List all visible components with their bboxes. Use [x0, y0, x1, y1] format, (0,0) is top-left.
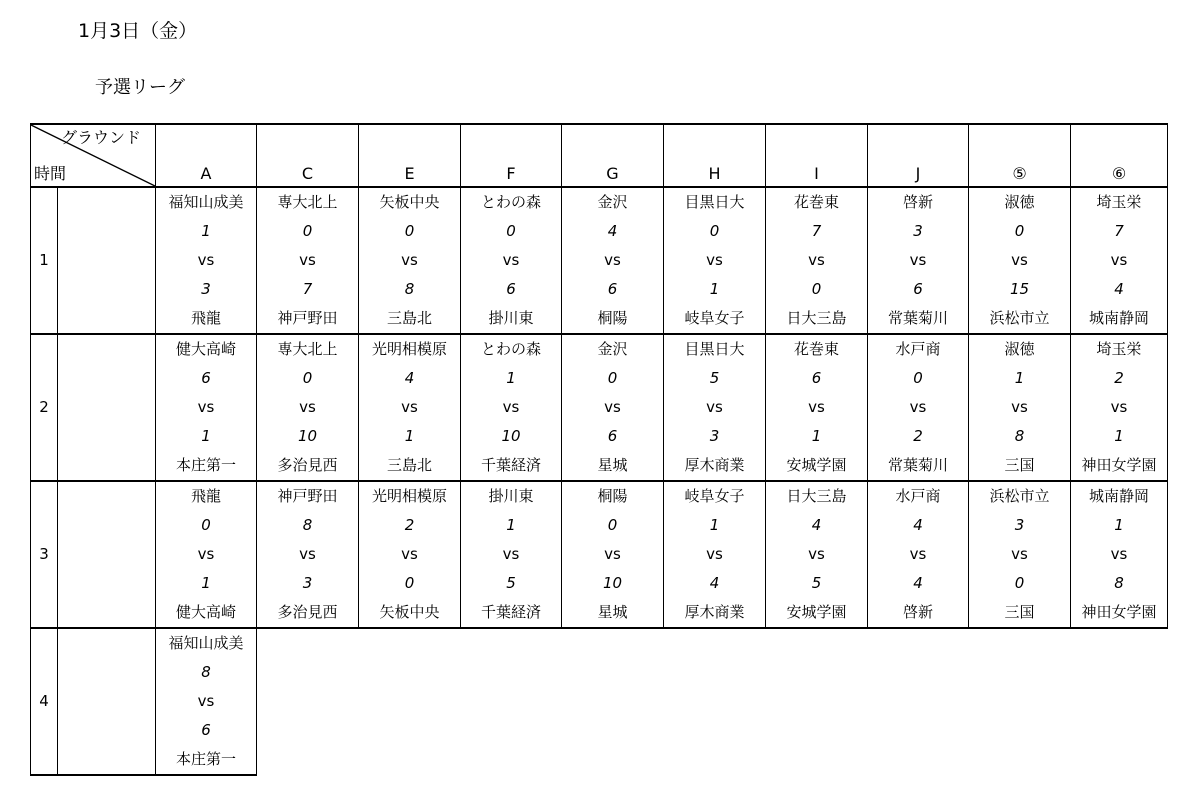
away-team: 三国 [969, 451, 1071, 481]
time-slot-label: 4 [31, 628, 58, 775]
away-score: 3 [156, 275, 257, 304]
vs-label: vs [969, 246, 1071, 275]
away-score: 1 [156, 569, 257, 598]
slot-1-line-3 [31, 275, 1168, 304]
vs-label: vs [766, 540, 868, 569]
away-team: 矢板中央 [359, 598, 461, 628]
empty-cell [461, 745, 562, 775]
away-score: 0 [359, 569, 461, 598]
away-score: 0 [969, 569, 1071, 598]
away-score: 10 [461, 422, 562, 451]
ground-header-2: E [359, 124, 461, 187]
vs-label: vs [257, 540, 359, 569]
away-team: 千葉経済 [461, 451, 562, 481]
vs-label: vs [969, 393, 1071, 422]
time-slot-blank [58, 334, 156, 481]
home-score: 0 [461, 217, 562, 246]
slot-3-line-0 [31, 481, 1168, 511]
home-team: 飛龍 [156, 481, 257, 511]
ground-header-6: I [766, 124, 868, 187]
home-score: 8 [257, 511, 359, 540]
empty-cell [359, 687, 461, 716]
ground-header-8: ⑤ [969, 124, 1071, 187]
empty-cell [868, 745, 969, 775]
home-score: 3 [868, 217, 969, 246]
home-score: 2 [359, 511, 461, 540]
away-team: 啓新 [868, 598, 969, 628]
vs-label: vs [156, 687, 257, 716]
header-corner-cell [31, 124, 156, 187]
empty-cell [562, 658, 664, 687]
home-score: 7 [1071, 217, 1168, 246]
slot-3-line-2 [31, 540, 1168, 569]
vs-label: vs [664, 246, 766, 275]
away-team: 健大高崎 [156, 598, 257, 628]
home-score: 1 [156, 217, 257, 246]
away-score: 6 [868, 275, 969, 304]
home-score: 0 [868, 364, 969, 393]
away-score: 7 [257, 275, 359, 304]
home-team: 花巻東 [766, 334, 868, 364]
empty-cell [461, 716, 562, 745]
away-score: 10 [562, 569, 664, 598]
vs-label: vs [156, 540, 257, 569]
empty-cell [868, 658, 969, 687]
empty-cell [868, 716, 969, 745]
home-team: 埼玉栄 [1071, 334, 1168, 364]
empty-cell [969, 716, 1071, 745]
home-team: 金沢 [562, 187, 664, 217]
home-team: 矢板中央 [359, 187, 461, 217]
vs-label: vs [766, 393, 868, 422]
empty-cell [868, 687, 969, 716]
ground-header-1: C [257, 124, 359, 187]
home-score: 3 [969, 511, 1071, 540]
vs-label: vs [1071, 540, 1168, 569]
home-team: 浜松市立 [969, 481, 1071, 511]
away-team: 多治見西 [257, 451, 359, 481]
empty-cell [562, 628, 664, 658]
time-slot-label: 2 [31, 334, 58, 481]
home-team: 花巻東 [766, 187, 868, 217]
empty-cell [1071, 628, 1168, 658]
home-team: 光明相模原 [359, 334, 461, 364]
slot-2-line-2 [31, 393, 1168, 422]
home-score: 0 [562, 511, 664, 540]
ground-header-5: H [664, 124, 766, 187]
empty-cell [257, 687, 359, 716]
away-score: 5 [766, 569, 868, 598]
vs-label: vs [664, 393, 766, 422]
home-team: 専大北上 [257, 187, 359, 217]
vs-label: vs [359, 393, 461, 422]
slot-3-line-3 [31, 569, 1168, 598]
home-score: 4 [562, 217, 664, 246]
time-slot-label: 1 [31, 187, 58, 334]
away-score: 1 [664, 275, 766, 304]
home-score: 5 [664, 364, 766, 393]
away-team: 常葉菊川 [868, 451, 969, 481]
away-team: 城南静岡 [1071, 304, 1168, 334]
vs-label: vs [562, 540, 664, 569]
home-team: 金沢 [562, 334, 664, 364]
ground-header-4: G [562, 124, 664, 187]
home-score: 1 [461, 511, 562, 540]
away-team: 掛川東 [461, 304, 562, 334]
empty-cell [969, 745, 1071, 775]
home-team: とわの森 [461, 187, 562, 217]
away-team: 神田女学園 [1071, 598, 1168, 628]
away-team: 三島北 [359, 451, 461, 481]
home-team: 水戸商 [868, 481, 969, 511]
away-team: 星城 [562, 598, 664, 628]
empty-cell [562, 745, 664, 775]
away-score: 1 [156, 422, 257, 451]
vs-label: vs [257, 393, 359, 422]
slot-4-line-4 [31, 745, 1168, 775]
empty-cell [664, 658, 766, 687]
time-slot-blank [58, 187, 156, 334]
empty-cell [562, 687, 664, 716]
empty-cell [766, 716, 868, 745]
slot-2-line-0 [31, 334, 1168, 364]
home-score: 0 [257, 364, 359, 393]
empty-cell [1071, 716, 1168, 745]
slot-1-line-0 [31, 187, 1168, 217]
home-score: 1 [1071, 511, 1168, 540]
empty-cell [969, 658, 1071, 687]
away-team: 千葉経済 [461, 598, 562, 628]
ground-header-9: ⑥ [1071, 124, 1168, 187]
home-team: 城南静岡 [1071, 481, 1168, 511]
away-score: 4 [1071, 275, 1168, 304]
slot-2-line-3 [31, 422, 1168, 451]
home-team: 水戸商 [868, 334, 969, 364]
away-score: 1 [766, 422, 868, 451]
time-slot-blank [58, 628, 156, 775]
away-score: 10 [257, 422, 359, 451]
home-score: 0 [969, 217, 1071, 246]
empty-cell [461, 687, 562, 716]
away-team: 厚木商業 [664, 451, 766, 481]
away-score: 15 [969, 275, 1071, 304]
time-slot-label: 3 [31, 481, 58, 628]
away-team: 本庄第一 [156, 745, 257, 775]
away-score: 2 [868, 422, 969, 451]
empty-cell [969, 687, 1071, 716]
schedule-table [30, 123, 1168, 776]
empty-cell [766, 687, 868, 716]
header-row [31, 124, 1168, 187]
away-score: 6 [562, 422, 664, 451]
home-team: 淑徳 [969, 334, 1071, 364]
page-title: 予選リーグ [95, 77, 185, 98]
empty-cell [1071, 687, 1168, 716]
home-score: 1 [461, 364, 562, 393]
ground-header-label: グラウンド [60, 128, 141, 147]
slot-2-line-4 [31, 451, 1168, 481]
empty-cell [969, 628, 1071, 658]
home-score: 2 [1071, 364, 1168, 393]
slot-1-line-2 [31, 246, 1168, 275]
empty-cell [257, 716, 359, 745]
away-score: 6 [461, 275, 562, 304]
home-team: 専大北上 [257, 334, 359, 364]
empty-cell [359, 745, 461, 775]
vs-label: vs [969, 540, 1071, 569]
slot-3-line-4 [31, 598, 1168, 628]
away-score: 3 [664, 422, 766, 451]
away-score: 4 [664, 569, 766, 598]
empty-cell [359, 658, 461, 687]
vs-label: vs [156, 246, 257, 275]
empty-cell [766, 745, 868, 775]
home-score: 6 [766, 364, 868, 393]
empty-cell [1071, 658, 1168, 687]
vs-label: vs [562, 246, 664, 275]
slot-4-line-3 [31, 716, 1168, 745]
home-score: 0 [156, 511, 257, 540]
away-score: 1 [359, 422, 461, 451]
home-team: 目黒日大 [664, 187, 766, 217]
empty-cell [766, 658, 868, 687]
home-score: 0 [664, 217, 766, 246]
vs-label: vs [156, 393, 257, 422]
away-team: 岐阜女子 [664, 304, 766, 334]
home-team: 淑徳 [969, 187, 1071, 217]
empty-cell [664, 716, 766, 745]
home-team: とわの森 [461, 334, 562, 364]
away-team: 桐陽 [562, 304, 664, 334]
vs-label: vs [461, 246, 562, 275]
empty-cell [562, 716, 664, 745]
vs-label: vs [766, 246, 868, 275]
home-team: 啓新 [868, 187, 969, 217]
away-team: 本庄第一 [156, 451, 257, 481]
home-score: 1 [664, 511, 766, 540]
away-team: 三国 [969, 598, 1071, 628]
vs-label: vs [868, 246, 969, 275]
away-score: 6 [562, 275, 664, 304]
away-score: 4 [868, 569, 969, 598]
away-team: 安城学園 [766, 451, 868, 481]
home-team: 埼玉栄 [1071, 187, 1168, 217]
empty-cell [257, 745, 359, 775]
home-score: 0 [562, 364, 664, 393]
away-team: 三島北 [359, 304, 461, 334]
time-slot-blank [58, 481, 156, 628]
vs-label: vs [562, 393, 664, 422]
slot-1-line-1 [31, 217, 1168, 246]
empty-cell [257, 658, 359, 687]
slot-2-line-1 [31, 364, 1168, 393]
home-score: 6 [156, 364, 257, 393]
away-score: 6 [156, 716, 257, 745]
home-score: 4 [359, 364, 461, 393]
ground-header-3: F [461, 124, 562, 187]
home-score: 4 [766, 511, 868, 540]
home-score: 8 [156, 658, 257, 687]
empty-cell [664, 745, 766, 775]
empty-cell [359, 716, 461, 745]
vs-label: vs [359, 540, 461, 569]
empty-cell [664, 628, 766, 658]
time-header-label: 時間 [34, 164, 67, 183]
away-score: 3 [257, 569, 359, 598]
vs-label: vs [1071, 246, 1168, 275]
home-team: 健大高崎 [156, 334, 257, 364]
slot-4-line-0 [31, 628, 1168, 658]
slot-1-line-4 [31, 304, 1168, 334]
vs-label: vs [868, 540, 969, 569]
vs-label: vs [664, 540, 766, 569]
page-date: 1月3日（金） [78, 20, 198, 42]
away-score: 0 [766, 275, 868, 304]
away-team: 厚木商業 [664, 598, 766, 628]
home-team: 目黒日大 [664, 334, 766, 364]
home-team: 光明相模原 [359, 481, 461, 511]
slot-3-line-1 [31, 511, 1168, 540]
ground-header-0: A [156, 124, 257, 187]
vs-label: vs [257, 246, 359, 275]
home-team: 福知山成美 [156, 628, 257, 658]
ground-header-7: J [868, 124, 969, 187]
away-score: 1 [1071, 422, 1168, 451]
home-team: 掛川東 [461, 481, 562, 511]
empty-cell [257, 628, 359, 658]
home-score: 4 [868, 511, 969, 540]
empty-cell [461, 658, 562, 687]
away-team: 安城学園 [766, 598, 868, 628]
away-team: 星城 [562, 451, 664, 481]
home-score: 7 [766, 217, 868, 246]
empty-cell [664, 687, 766, 716]
empty-cell [359, 628, 461, 658]
empty-cell [1071, 745, 1168, 775]
slot-4-line-2 [31, 687, 1168, 716]
vs-label: vs [461, 393, 562, 422]
empty-cell [461, 628, 562, 658]
home-score: 0 [359, 217, 461, 246]
away-team: 常葉菊川 [868, 304, 969, 334]
away-team: 浜松市立 [969, 304, 1071, 334]
slot-4-line-1 [31, 658, 1168, 687]
away-score: 8 [1071, 569, 1168, 598]
away-score: 8 [969, 422, 1071, 451]
home-team: 福知山成美 [156, 187, 257, 217]
empty-cell [766, 628, 868, 658]
vs-label: vs [1071, 393, 1168, 422]
vs-label: vs [868, 393, 969, 422]
home-team: 岐阜女子 [664, 481, 766, 511]
away-team: 神戸野田 [257, 304, 359, 334]
vs-label: vs [359, 246, 461, 275]
home-score: 0 [257, 217, 359, 246]
away-team: 多治見西 [257, 598, 359, 628]
home-team: 神戸野田 [257, 481, 359, 511]
away-score: 8 [359, 275, 461, 304]
away-team: 飛龍 [156, 304, 257, 334]
home-score: 1 [969, 364, 1071, 393]
vs-label: vs [461, 540, 562, 569]
away-team: 神田女学園 [1071, 451, 1168, 481]
away-score: 5 [461, 569, 562, 598]
home-team: 桐陽 [562, 481, 664, 511]
away-team: 日大三島 [766, 304, 868, 334]
empty-cell [868, 628, 969, 658]
home-team: 日大三島 [766, 481, 868, 511]
